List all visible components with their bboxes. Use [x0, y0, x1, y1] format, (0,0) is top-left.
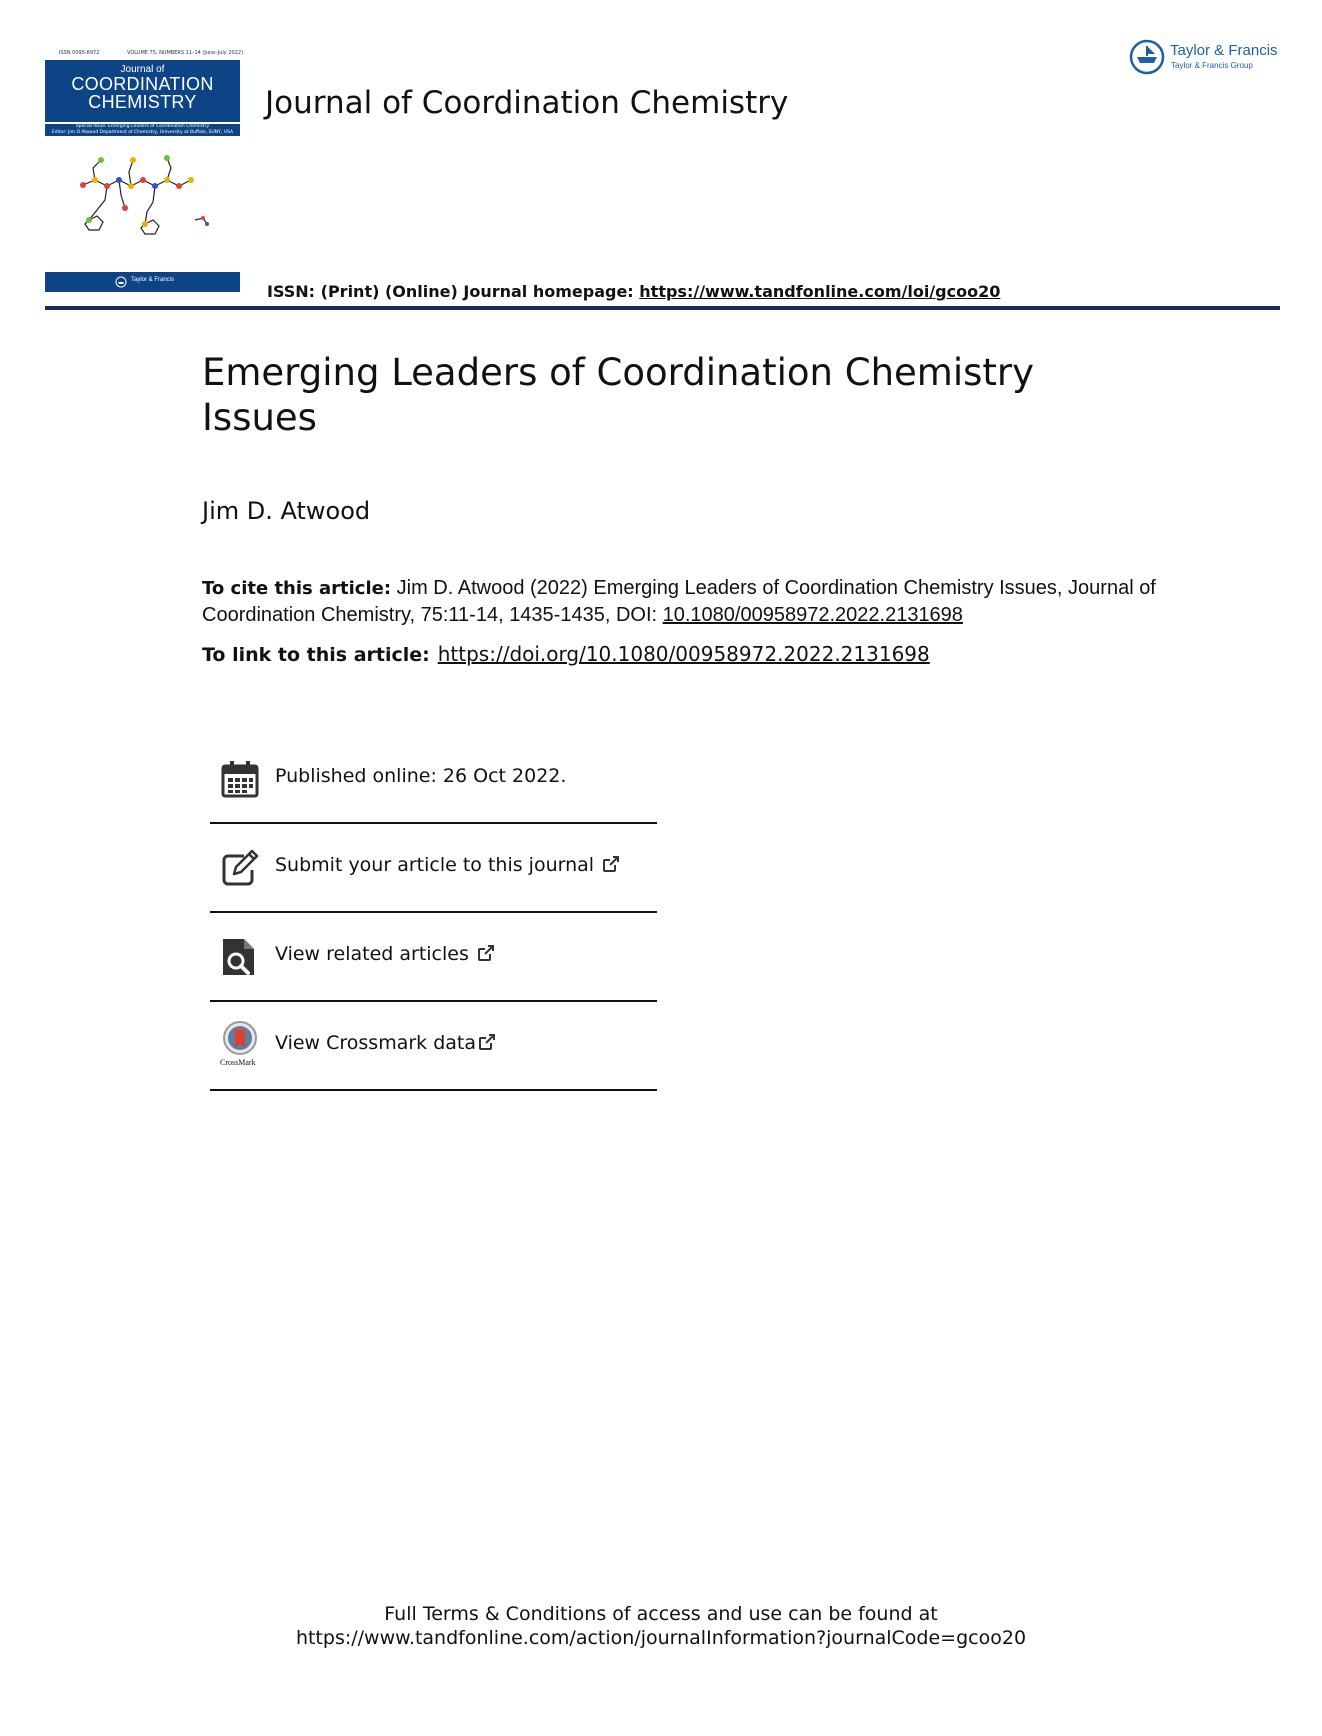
publisher-name: Taylor & Francis	[1170, 42, 1278, 59]
published-online-label: Published online: 26 Oct 2022.	[275, 765, 567, 787]
publisher-logo-icon	[1128, 38, 1166, 76]
cover-subtitle	[45, 124, 240, 136]
cover-title-line1: COORDINATION	[71, 74, 214, 94]
submit-article-label[interactable]	[275, 854, 620, 876]
cover-journal-of: Journal of	[120, 64, 165, 75]
journal-cover	[45, 50, 244, 293]
article-link	[202, 642, 930, 666]
cover-issn: ISSN 0095-8972	[59, 50, 100, 56]
crossmark-badge	[220, 1020, 264, 1070]
crossmark-label[interactable]	[275, 1032, 496, 1054]
article-title: Emerging Leaders of Coordination Chemistry Issues	[202, 351, 1034, 439]
edit-icon	[220, 848, 260, 888]
cover-volume: VOLUME 75, NUMBERS 11–14 (June–July 2022)	[127, 50, 244, 56]
cover-special-issue: Special Issue: Emerging Leaders of Coordination Chemistry	[75, 124, 210, 129]
article-author: Jim D. Atwood	[202, 497, 371, 525]
external-link-icon	[602, 855, 620, 873]
related-articles-row[interactable]	[210, 913, 657, 1002]
article-link-url[interactable]: https://doi.org/10.1080/00958972.2022.2131698	[437, 642, 930, 666]
publisher-logo[interactable]	[1128, 38, 1288, 78]
cover-title-band	[45, 60, 240, 122]
crossmark-icon	[220, 1020, 264, 1058]
journal-title: Journal of Coordination Chemistry	[265, 85, 789, 121]
footer-terms	[0, 1602, 1322, 1650]
footer-line1: Full Terms & Conditions of access and use can be found at	[384, 1603, 938, 1625]
crossmark-row[interactable]	[210, 1002, 657, 1091]
journal-homepage-link[interactable]: https://www.tandfonline.com/loi/gcoo20	[639, 282, 1001, 301]
issn-prefix: ISSN: (Print) (Online) Journal homepage:	[267, 282, 640, 301]
published-online-row	[210, 735, 657, 824]
citation-label: To cite this article:	[202, 578, 392, 599]
calendar-icon	[220, 759, 260, 799]
issn-line	[267, 282, 1000, 301]
cover-editor: Editor: Jim D Atwood Department of Chemistry, University at Buffalo, SUNY, USA	[51, 129, 234, 135]
cover-publisher: Taylor & Francis	[131, 277, 175, 283]
related-articles-label[interactable]	[275, 943, 495, 965]
cover-publisher-band	[45, 272, 240, 292]
footer-terms-link[interactable]: https://www.tandfonline.com/action/journalInformation?journalCode=gcoo20	[295, 1627, 1027, 1649]
cover-publisher-icon	[115, 276, 127, 288]
submit-article-row[interactable]	[210, 824, 657, 913]
crossmark-caption: CrossMark	[220, 1058, 256, 1067]
molecule-illustration	[75, 150, 215, 250]
citation-doi-link[interactable]: 10.1080/00958972.2022.2131698	[662, 604, 963, 626]
row-divider	[210, 1089, 657, 1091]
related-articles-text: View related articles	[275, 943, 469, 965]
publisher-group: Taylor & Francis Group	[1171, 61, 1253, 70]
submit-article-text: Submit your article to this journal	[275, 854, 595, 876]
citation-text: Jim D. Atwood (2022) Emerging Leaders of Coordination Chemistry Issues, Journal of Coordination Chemistry, 75:11-14, 1435-1435, DOI:	[202, 577, 1156, 626]
external-link-icon	[477, 944, 495, 962]
header-rule	[45, 306, 1280, 310]
cover-title-line2: CHEMISTRY	[88, 92, 197, 112]
external-link-icon	[478, 1033, 496, 1051]
search-document-icon	[220, 937, 260, 977]
crossmark-text: View Crossmark data	[275, 1032, 477, 1054]
citation	[202, 575, 1202, 628]
article-link-label: To link to this article:	[202, 644, 430, 666]
